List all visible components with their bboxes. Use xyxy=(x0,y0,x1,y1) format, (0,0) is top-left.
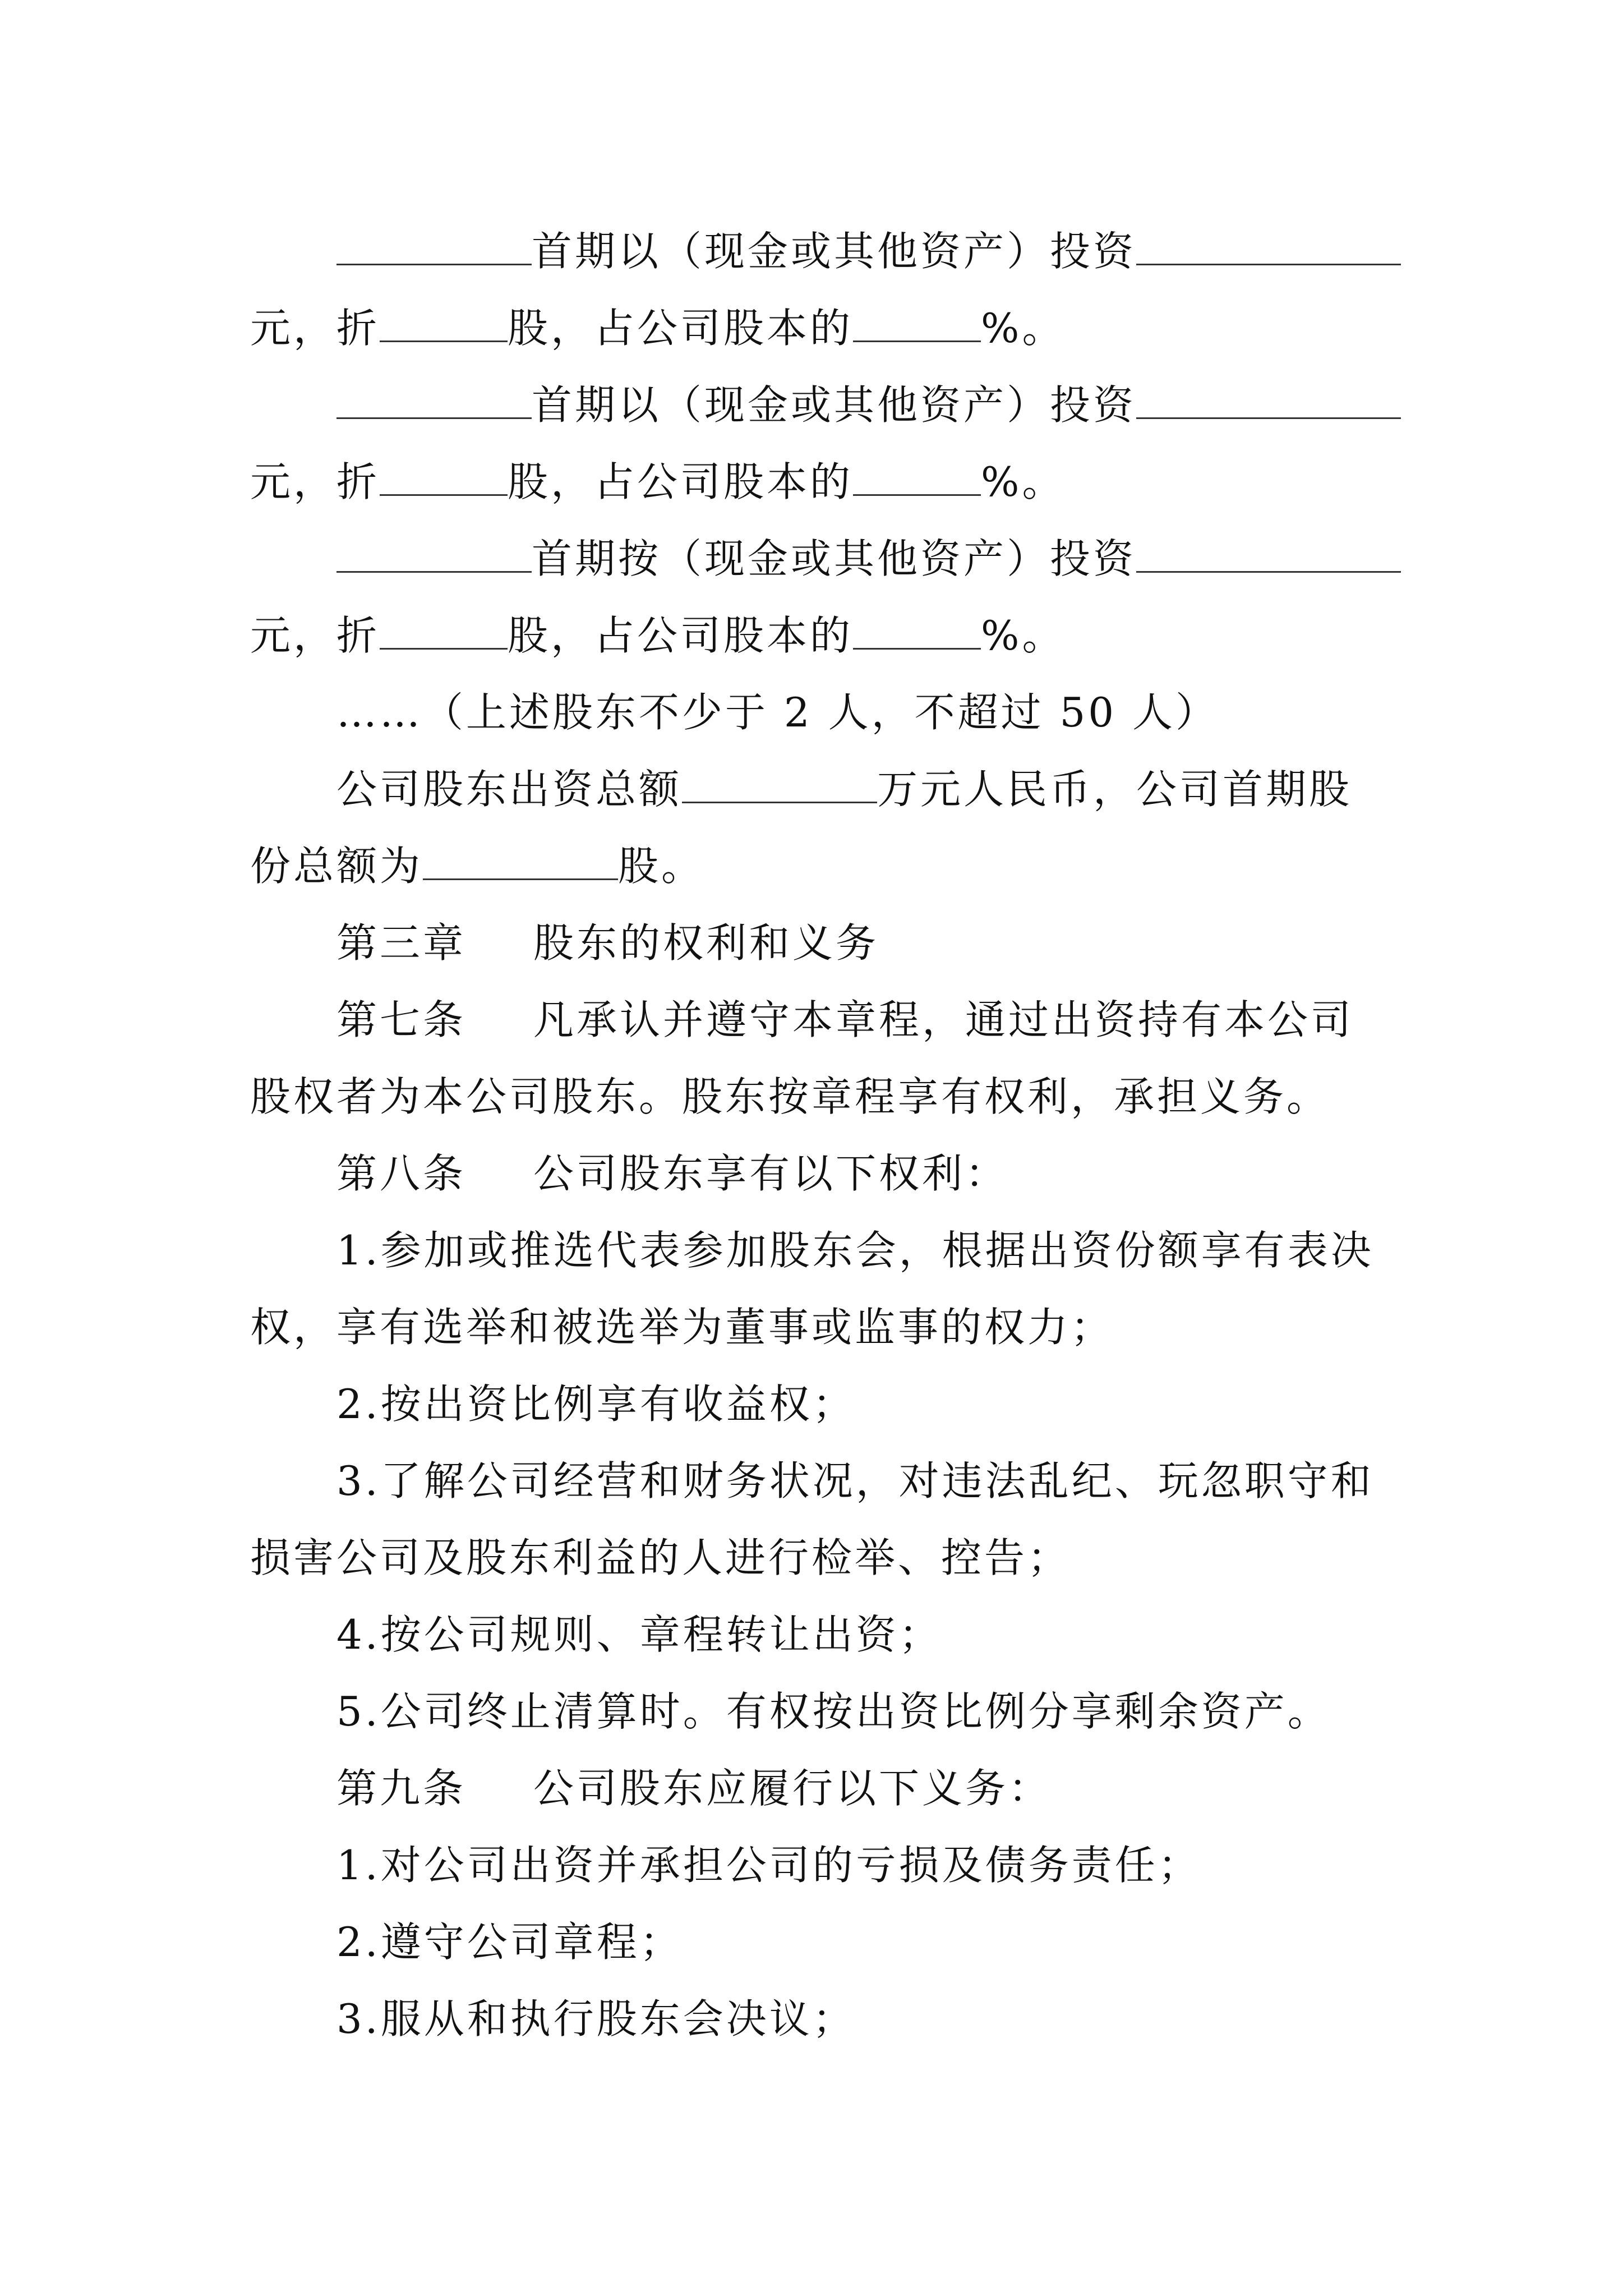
text: 元，折 xyxy=(250,612,380,659)
article-number: 第七条 xyxy=(336,996,467,1043)
right-1-line-2 xyxy=(250,1289,1386,1366)
right-3-line-1 xyxy=(250,1443,1386,1520)
text: 4.按公司规则、章程转让出资； xyxy=(336,1611,942,1658)
chapter-title: 股东的权利和义务 xyxy=(533,919,879,967)
chapter-3-heading xyxy=(250,905,1386,982)
shareholder-name-blank[interactable] xyxy=(336,534,532,573)
text: ……（上述股东不少于 2 人，不超过 50 人） xyxy=(336,689,1219,736)
article-7-line-2 xyxy=(250,1059,1386,1135)
text: %。 xyxy=(981,305,1066,352)
shares-count-blank[interactable] xyxy=(380,303,508,342)
shareholder-count-note xyxy=(250,674,1386,751)
text: 公司股东享有以下权利： xyxy=(533,1150,1009,1197)
shareholder-name-blank[interactable] xyxy=(336,227,532,265)
duty-1 xyxy=(250,1827,1386,1904)
text: 首期以（现金或其他资产）投资 xyxy=(532,381,1137,429)
text: 元，折 xyxy=(250,458,380,505)
text: 1.参加或推选代表参加股东会，根据出资份额享有表决 xyxy=(336,1227,1374,1274)
text: 股，占公司股本的 xyxy=(508,612,854,659)
text: 份总额为 xyxy=(250,843,423,890)
shareholder-1-share-line xyxy=(250,290,1386,367)
text: 5.公司终止清算时。有权按出资比例分享剩余资产。 xyxy=(336,1688,1331,1735)
article-8-heading xyxy=(250,1135,1386,1212)
text: 1.对公司出资并承担公司的亏损及债务责任； xyxy=(336,1842,1201,1889)
right-4 xyxy=(250,1596,1386,1673)
percent-blank[interactable] xyxy=(853,611,981,650)
duty-2 xyxy=(250,1904,1386,1981)
text: 2.遵守公司章程； xyxy=(336,1918,683,1966)
total-investment-line xyxy=(250,751,1386,828)
text: 股权者为本公司股东。股东按章程享有权利，承担义务。 xyxy=(250,1073,1330,1120)
article-number: 第八条 xyxy=(336,1150,467,1197)
text: 公司股东出资总额 xyxy=(336,766,683,813)
text: 首期以（现金或其他资产）投资 xyxy=(532,228,1137,275)
text: 损害公司及股东利益的人进行检举、控告； xyxy=(250,1534,1071,1581)
percent-blank[interactable] xyxy=(853,303,981,342)
text: 3.服从和执行股东会决议； xyxy=(336,1995,856,2042)
right-3-line-2 xyxy=(250,1520,1386,1596)
shares-count-blank[interactable] xyxy=(380,611,508,650)
investment-amount-blank[interactable] xyxy=(1136,534,1401,573)
investment-amount-blank[interactable] xyxy=(1136,227,1401,265)
text: 公司股东应履行以下义务： xyxy=(533,1765,1052,1812)
text: 权，享有选举和被选举为董事或监事的权力； xyxy=(250,1304,1114,1351)
text: 股，占公司股本的 xyxy=(508,458,854,505)
text: %。 xyxy=(981,612,1066,659)
total-shares-blank[interactable] xyxy=(423,841,618,880)
text: 3.了解公司经营和财务状况，对违法乱纪、玩忽职守和 xyxy=(336,1457,1374,1504)
total-shares-line xyxy=(250,828,1386,905)
right-1-line-1 xyxy=(250,1212,1386,1289)
text: 万元人民币，公司首期股 xyxy=(877,766,1353,813)
shareholder-3-share-line xyxy=(250,597,1386,674)
text: 2.按出资比例享有收益权； xyxy=(336,1381,856,1428)
shareholder-name-blank[interactable] xyxy=(336,380,532,419)
investment-amount-blank[interactable] xyxy=(1136,380,1401,419)
shares-count-blank[interactable] xyxy=(380,457,508,496)
article-7-line-1 xyxy=(250,982,1386,1059)
percent-blank[interactable] xyxy=(853,457,981,496)
article-number: 第九条 xyxy=(336,1765,467,1812)
shareholder-2-investment-line xyxy=(250,367,1386,444)
shareholder-3-investment-line xyxy=(250,521,1386,597)
text: 股。 xyxy=(618,843,705,890)
text: %。 xyxy=(981,458,1066,505)
text: 元，折 xyxy=(250,305,380,352)
chapter-number: 第三章 xyxy=(336,919,467,967)
text: 股，占公司股本的 xyxy=(508,305,854,352)
duty-3 xyxy=(250,1981,1386,2058)
right-5 xyxy=(250,1673,1386,1750)
text: 首期按（现金或其他资产）投资 xyxy=(532,535,1137,582)
document-body xyxy=(250,213,1386,2058)
shareholder-1-investment-line xyxy=(250,213,1386,290)
shareholder-2-share-line xyxy=(250,444,1386,521)
total-investment-blank[interactable] xyxy=(682,765,877,803)
text: 凡承认并遵守本章程，通过出资持有本公司 xyxy=(533,996,1354,1043)
article-9-heading xyxy=(250,1750,1386,1827)
right-2 xyxy=(250,1366,1386,1443)
